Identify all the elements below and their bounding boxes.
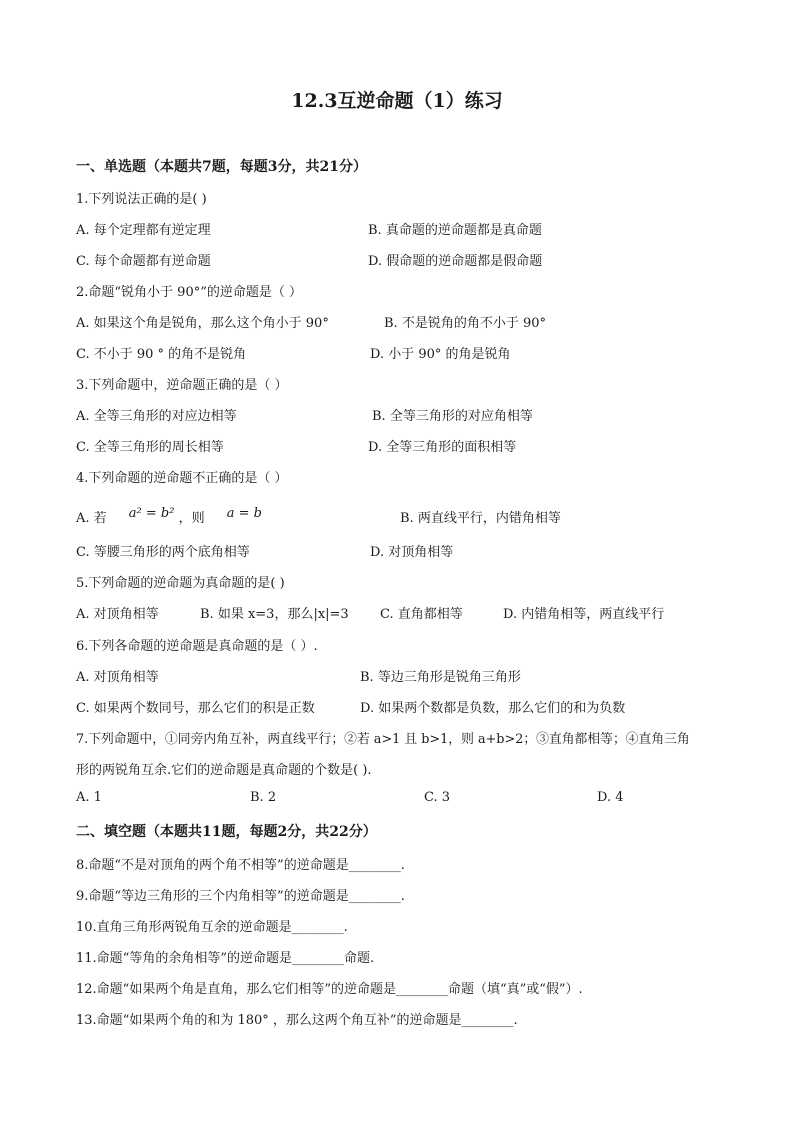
equation-a-squared-equals-b-squared: a² = b² [128,506,175,521]
fill-question-12: 12.命题“如果两个角是直角，那么它们相等”的逆命题是________命题（填“真”或“假”）. [76,982,583,997]
question-1-stem: 1.下列说法正确的是( ) [76,192,207,207]
fill-question-9: 9.命题“等边三角形的三个内角相等”的逆命题是________. [76,889,405,904]
question-1-option-c: C. 每个命题都有逆命题 [76,254,211,269]
fill-question-10: 10.直角三角形两锐角互余的逆命题是________. [76,920,348,935]
question-7-option-a: A. 1 [76,790,102,805]
question-2-stem: 2.命题“锐角小于 90°”的逆命题是（ ） [76,285,303,300]
question-3-option-d: D. 全等三角形的面积相等 [368,440,517,455]
question-2-option-c: C. 不小于 90 ° 的角不是锐角 [76,347,247,362]
question-4-option-a [76,507,262,526]
question-5-stem: 5.下列命题的逆命题为真命题的是( ) [76,576,285,591]
fill-question-8: 8.命题“不是对顶角的两个角不相等”的逆命题是________. [76,858,405,873]
question-5-option-b: B. 如果 x=3，那么|x|=3 [200,607,349,622]
question-4-option-c: C. 等腰三角形的两个底角相等 [76,545,250,560]
page-title: 12.3互逆命题（1）练习 [291,90,503,112]
question-7-option-b: B. 2 [250,790,277,805]
fill-question-11: 11.命题“等角的余角相等”的逆命题是________命题. [76,951,375,966]
question-4-option-d: D. 对顶角相等 [370,545,454,560]
question-7-stem-line-2: 形的两锐角互余.它们的逆命题是真命题的个数是( ). [76,763,372,778]
question-6-option-d: D. 如果两个数都是负数，那么它们的和为负数 [360,701,626,716]
question-2-option-a: A. 如果这个角是锐角，那么这个角小于 90° [76,316,329,331]
question-6-option-b: B. 等边三角形是锐角三角形 [360,670,521,685]
fill-question-13: 13.命题“如果两个角的和为 180° ，那么这两个角互补”的逆命题是________. [76,1013,518,1028]
question-6-option-a: A. 对顶角相等 [76,670,159,685]
question-7-stem-line-1: 7.下列命题中，①同旁内角互补，两直线平行；②若 a>1 且 b>1，则 a+b>2；③直角都相等；④直角三角 [76,732,690,747]
question-3-option-b: B. 全等三角形的对应角相等 [372,409,533,424]
question-3-option-c: C. 全等三角形的周长相等 [76,440,224,455]
equation-a-equals-b: a = b [226,506,262,521]
question-3-stem: 3.下列命题中，逆命题正确的是（ ） [76,378,288,393]
question-5-option-d: D. 内错角相等，两直线平行 [503,607,665,622]
section-heading-fill-blank: 二、填空题（本题共11题，每题2分，共22分） [76,824,377,840]
question-4-option-a-prefix: A. 若 [76,511,107,526]
question-4-option-b: B. 两直线平行，内错角相等 [400,511,561,526]
question-1-option-b: B. 真命题的逆命题都是真命题 [368,223,542,238]
question-1-option-a: A. 每个定理都有逆定理 [76,223,211,238]
question-2-option-b: B. 不是锐角的角不小于 90° [384,316,546,331]
question-7-option-d: D. 4 [597,790,624,805]
question-4-option-a-connector: ，则 [178,511,205,526]
question-6-stem: 6.下列各命题的逆命题是真命题的是（ ）. [76,639,318,654]
question-1-option-d: D. 假命题的逆命题都是假命题 [368,254,543,269]
question-3-option-a: A. 全等三角形的对应边相等 [76,409,237,424]
question-5-option-c: C. 直角都相等 [380,607,463,622]
question-7-option-c: C. 3 [424,790,451,805]
question-2-option-d: D. 小于 90° 的角是锐角 [370,347,511,362]
section-heading-single-choice: 一、单选题（本题共7题，每题3分，共21分） [76,159,367,175]
question-6-option-c: C. 如果两个数同号，那么它们的积是正数 [76,701,315,716]
question-5-option-a: A. 对顶角相等 [76,607,159,622]
question-4-stem: 4.下列命题的逆命题不正确的是（ ） [76,471,288,486]
